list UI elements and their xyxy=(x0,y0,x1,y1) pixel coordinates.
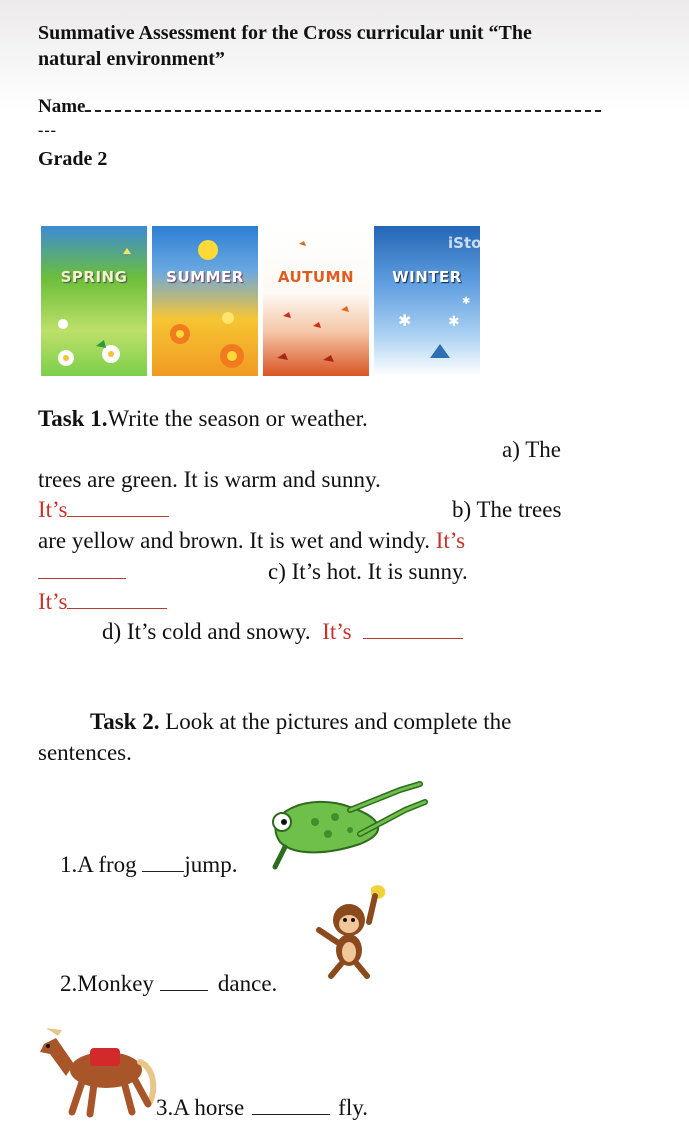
task1-d-text: d) It’s cold and snowy. xyxy=(102,619,311,644)
task1-b-label: b) The trees xyxy=(452,497,562,522)
its-prompt: It’s xyxy=(435,528,466,553)
title-line-2: natural environment” xyxy=(38,48,225,70)
item1-text-a: 1.A frog xyxy=(60,852,143,877)
stock-watermark: iStock xyxy=(448,234,501,252)
task1-b-text: are yellow and brown. It is wet and windy. xyxy=(38,528,430,553)
item3-text-b: fly. xyxy=(338,1095,368,1120)
task1-a-answer xyxy=(38,496,169,524)
summer-panel xyxy=(152,226,258,376)
task1-heading: Task 1. xyxy=(38,406,108,431)
task1-a-label: a) The xyxy=(502,437,561,462)
autumn-panel xyxy=(263,226,369,376)
item2-blank[interactable] xyxy=(160,972,208,991)
task1-heading-row xyxy=(38,405,368,433)
its-prompt: It’s xyxy=(322,619,352,644)
spring-panel xyxy=(41,226,147,376)
task1-c-text: c) It’s hot. It is sunny. xyxy=(268,559,468,584)
task1-b-row xyxy=(38,527,465,555)
task2-heading: Task 2. xyxy=(90,709,160,734)
item1-text-b: jump. xyxy=(184,852,238,877)
grade-label: Grade 2 xyxy=(38,148,108,170)
title-line-1: Summative Assessment for the Cross curricular unit “The xyxy=(38,22,532,44)
frog-icon xyxy=(240,772,430,872)
answer-a-blank[interactable] xyxy=(67,498,169,517)
task2-instruction-line2: sentences. xyxy=(38,740,132,765)
answer-d-blank[interactable] xyxy=(363,620,463,639)
item3-text-a: 3.A horse xyxy=(156,1095,245,1120)
task2-item3 xyxy=(156,1094,368,1122)
svg-text:✱: ✱ xyxy=(398,311,412,330)
answer-c-blank[interactable] xyxy=(67,590,167,609)
task2-instruction: Look at the pictures and complete the xyxy=(159,709,512,734)
item3-blank[interactable] xyxy=(252,1096,330,1115)
task2-heading-row xyxy=(90,708,511,736)
spring-label: SPRING xyxy=(60,268,128,286)
autumn-label: AUTUMN xyxy=(277,268,355,286)
name-blank-tail: --- xyxy=(38,122,57,139)
task2-item1 xyxy=(60,851,237,879)
task1-d-row xyxy=(102,618,463,646)
winter-label: WINTER xyxy=(392,268,462,286)
horse-icon xyxy=(36,1018,160,1118)
item2-text-a: 2.Monkey xyxy=(60,971,154,996)
item1-blank[interactable] xyxy=(142,853,184,872)
svg-text:✱: ✱ xyxy=(448,314,460,330)
task1-c-answer xyxy=(38,588,167,616)
its-prompt: It’s xyxy=(38,497,68,522)
summer-label: SUMMER xyxy=(166,268,244,286)
task1-b-answer xyxy=(38,560,126,584)
summer-sun-icon xyxy=(152,226,258,376)
name-row xyxy=(38,96,601,118)
its-prompt: It’s xyxy=(38,589,68,614)
task1-a-text: trees are green. It is warm and sunny. xyxy=(38,467,381,492)
name-label: Name xyxy=(38,96,86,117)
task1-instruction: Write the season or weather. xyxy=(107,406,368,431)
monkey-icon xyxy=(305,880,400,980)
spring-flowers-icon xyxy=(41,226,147,376)
task2-item2 xyxy=(60,970,277,998)
answer-b-blank[interactable] xyxy=(38,560,126,579)
name-blank[interactable] xyxy=(85,96,601,112)
svg-text:✱: ✱ xyxy=(462,296,471,307)
autumn-leaves-icon xyxy=(263,226,369,376)
item2-text-b: dance. xyxy=(217,971,278,996)
